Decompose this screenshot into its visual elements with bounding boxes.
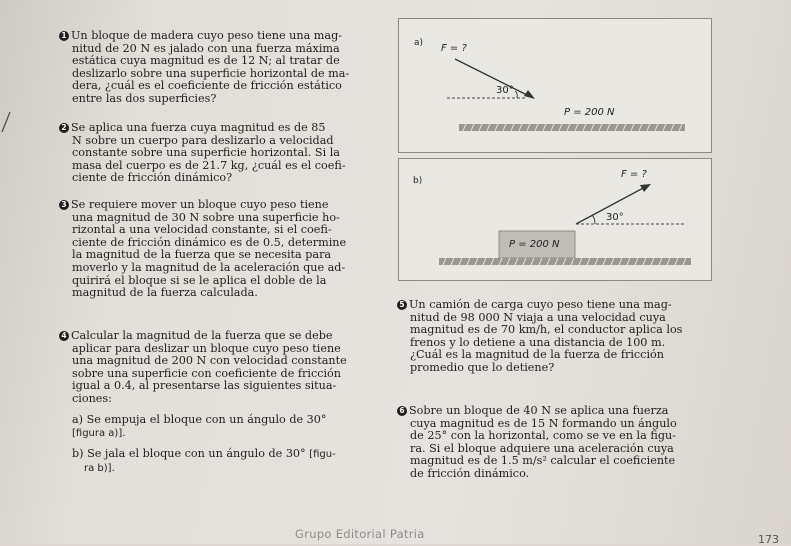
- line: masa del cuerpo es de 21.7 kg, ¿cuál es el coefi-: [72, 158, 346, 172]
- figure-a: [398, 18, 712, 153]
- line: dera, ¿cuál es el coeficiente de fricción estático: [72, 79, 342, 93]
- force-label: F = ?: [441, 43, 467, 54]
- problem-number: 3: [59, 200, 69, 210]
- figure-b: [398, 158, 712, 281]
- line: de 25° con la horizontal, como se ve en la figu-: [410, 429, 676, 443]
- figure-label: a): [414, 38, 424, 48]
- arrowhead: [640, 184, 651, 192]
- problem-number: 5: [397, 300, 407, 310]
- line: nitud de 20 N es jalado con una fuerza máxima: [72, 41, 340, 55]
- weight-label: P = 200 N: [564, 107, 615, 118]
- problem-6: [397, 405, 742, 481]
- line: Se requiere mover un bloque cuyo peso tiene: [71, 198, 329, 211]
- problem-1: [59, 30, 389, 106]
- line: Sobre un bloque de 40 N se aplica una fuerza: [409, 404, 669, 417]
- line: Un bloque de madera cuyo peso tiene una mag-: [71, 29, 343, 42]
- arrowhead: [524, 90, 535, 99]
- weight-label: P = 200 N: [509, 239, 560, 250]
- line: magnitud es de 1.5 m/s² calcular el coeficiente: [410, 454, 676, 468]
- line: ra. Si el bloque adquiere una aceleración cuya: [410, 441, 674, 455]
- angle-arc: [592, 215, 595, 224]
- angle-label: 30°: [496, 85, 514, 96]
- line: Se aplica una fuerza cuya magnitud es de 85: [71, 121, 326, 134]
- line: igual a 0.4, al presentarse las siguientes situa-: [72, 379, 337, 393]
- publisher-footer: Grupo Editorial Patria: [295, 527, 425, 541]
- line: entre las dos superficies?: [72, 91, 217, 105]
- line: ciones:: [72, 391, 112, 405]
- line: deslizarlo sobre una superficie horizontal de ma-: [72, 66, 350, 80]
- line: cuya magnitud es de 15 N formando un ángulo: [410, 416, 677, 430]
- force-label: F = ?: [621, 169, 647, 180]
- line: nitud de 98 000 N viaja a una velocidad cuya: [410, 310, 666, 324]
- force-arrow: [455, 59, 531, 97]
- subitem-a: a) Se empuja el bloque con un ángulo de 30°: [72, 412, 327, 426]
- problem-2: [59, 122, 389, 185]
- line: ciente de fricción dinámico es de 0.5, determine: [72, 235, 347, 249]
- line: ¿Cuál es la magnitud de la fuerza de fricción: [410, 348, 664, 362]
- line: sobre una superficie con coeficiente de fricción: [72, 366, 342, 380]
- angle-label: 30°: [606, 212, 624, 223]
- line: moverlo y la magnitud de la aceleración que ad-: [72, 260, 346, 274]
- floor-surface: [459, 124, 685, 131]
- margin-mark: [0, 110, 14, 134]
- line: promedio que lo detiene?: [410, 360, 555, 374]
- problem-number: 1: [59, 31, 69, 41]
- problem-number: 2: [59, 123, 69, 133]
- subitem-b-ref-cont: ra b)].: [84, 463, 115, 475]
- line: Calcular la magnitud de la fuerza que se debe: [71, 329, 333, 342]
- figure-b-drawing: [399, 159, 711, 280]
- line: magnitud es de 70 km/h, el conductor aplica los: [410, 323, 683, 337]
- line: de fricción dinámico.: [410, 466, 530, 480]
- angle-arc: [515, 91, 517, 98]
- line: una magnitud de 30 N sobre una superficie ho-: [72, 210, 340, 224]
- line: rizontal a una velocidad constante, si el coefi-: [72, 223, 332, 237]
- problem-number: 4: [59, 331, 69, 341]
- line: la magnitud de la fuerza que se necesita para: [72, 248, 332, 262]
- line: constante sobre una superficie horizontal. Si la: [72, 146, 340, 160]
- line: ciente de fricción dinámico?: [72, 171, 233, 185]
- page-number: 173: [758, 533, 779, 546]
- line: estática cuya magnitud es de 12 N; al tratar de: [72, 54, 340, 68]
- subitem-a-ref: [figura a)].: [72, 428, 126, 440]
- problem-number: 6: [397, 406, 407, 416]
- line: N sobre un cuerpo para deslizarlo a velocidad: [72, 133, 334, 147]
- line: Un camión de carga cuyo peso tiene una mag-: [409, 298, 672, 311]
- line: quirirá el bloque si se le aplica el doble de la: [72, 273, 327, 287]
- line: magnitud de la fuerza calculada.: [72, 286, 258, 300]
- line: frenos y lo detiene a una distancia de 100 m.: [410, 335, 666, 349]
- subitem-b-ref: [figu-: [309, 448, 336, 460]
- subitem-b: b) Se jala el bloque con un ángulo de 30°: [72, 446, 306, 460]
- problem-5: [397, 299, 737, 375]
- figure-a-drawing: [399, 19, 711, 152]
- problem-3: [59, 199, 389, 300]
- line: aplicar para deslizar un bloque cuyo peso tiene: [72, 341, 341, 355]
- line: una magnitud de 200 N con velocidad constante: [72, 354, 347, 368]
- figure-label: b): [413, 176, 423, 186]
- problem-4: [59, 330, 399, 476]
